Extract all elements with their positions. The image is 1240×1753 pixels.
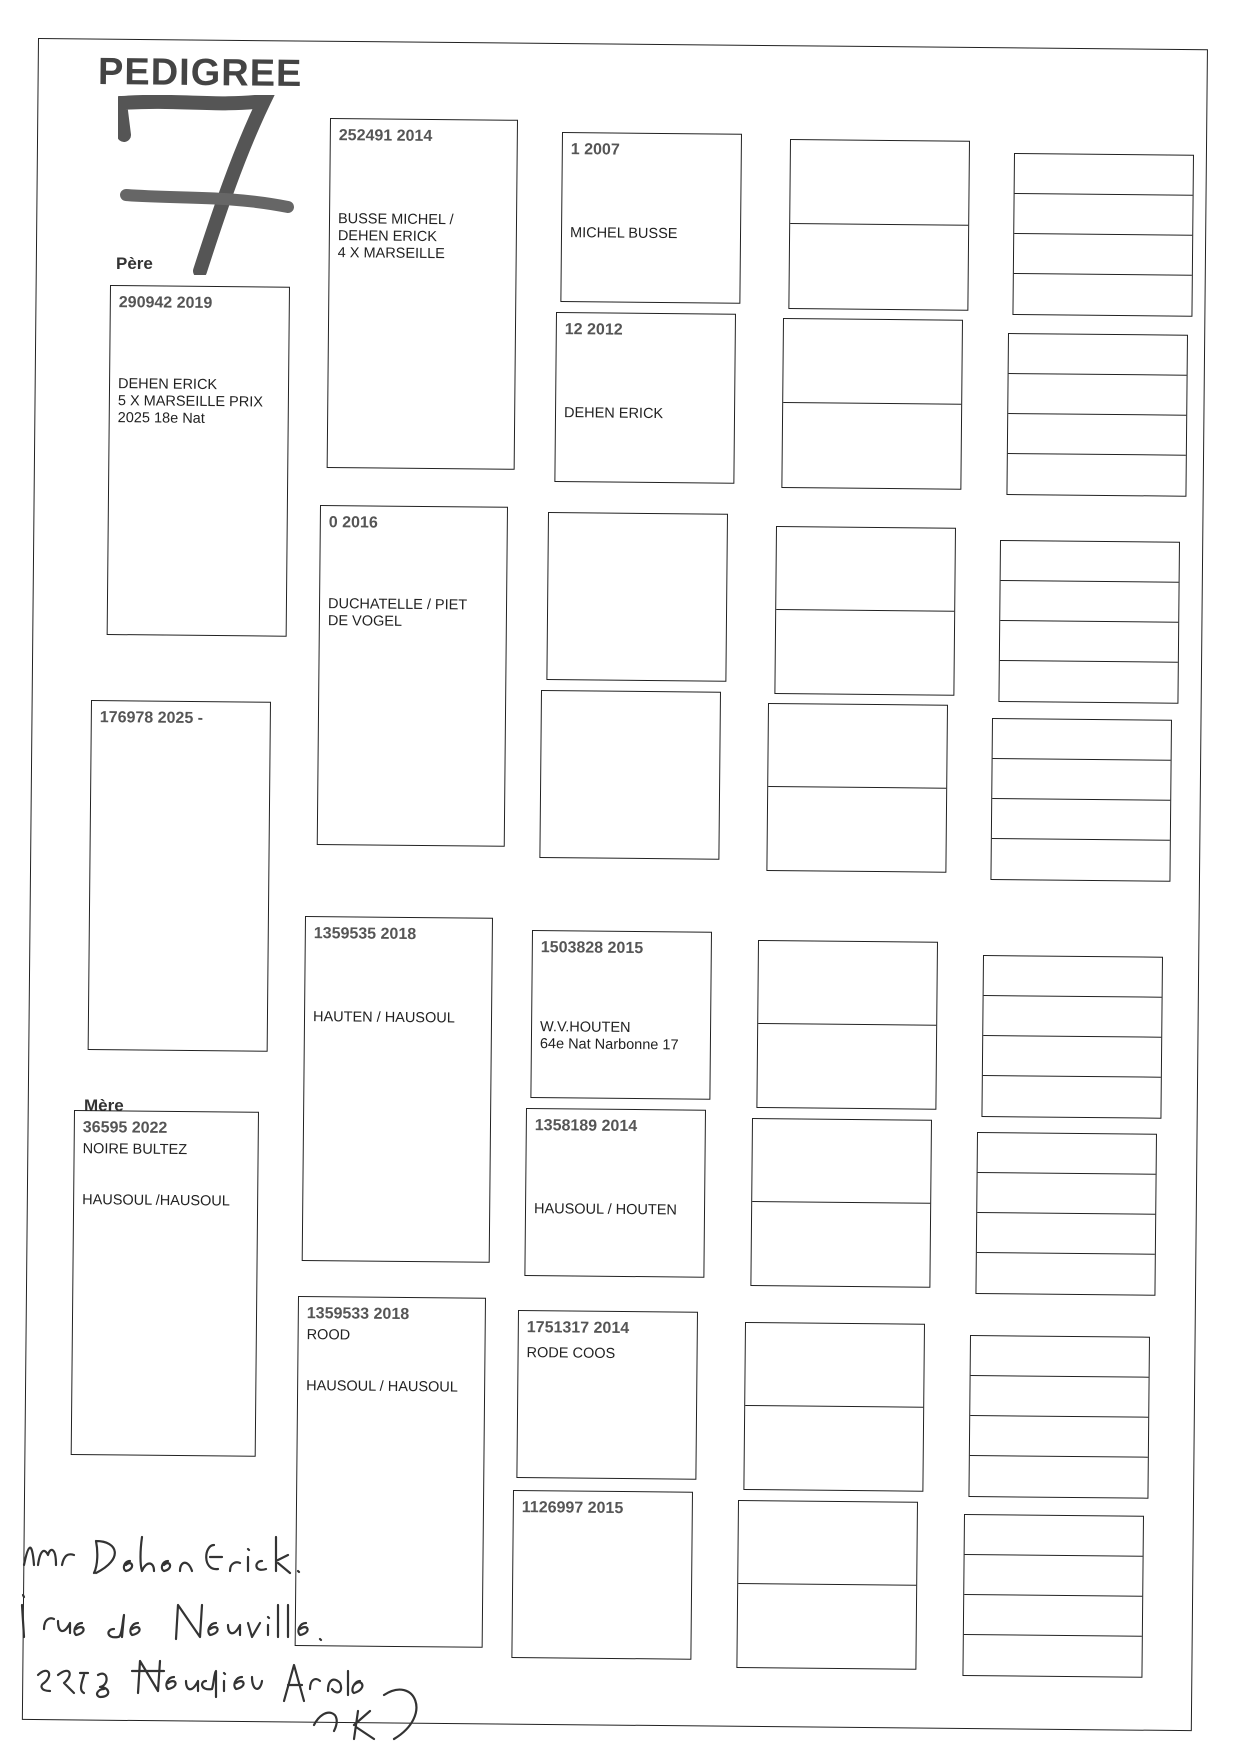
ring-number: 290942 2019: [118, 294, 213, 312]
pedigree-blank-g5-4: [990, 718, 1172, 882]
pedigree-blank-g5-3: [998, 540, 1180, 704]
pedigree-blank-g5-8: [962, 1514, 1144, 1678]
pedigree-box-g3-4: [539, 690, 721, 860]
pedigree-box-g3-7: [516, 1310, 698, 1480]
pedigree-box-g3-5: [530, 930, 712, 1100]
bird-description: DEHEN ERICK: [563, 405, 664, 423]
page-title: PEDIGREE: [97, 51, 303, 95]
pedigree-blank-g4-3: [774, 526, 956, 696]
bird-description: DEHEN ERICK 5 X MARSEILLE PRIX 2025 18e Nat: [117, 376, 264, 427]
ring-number: 0 2016: [328, 514, 378, 532]
pedigree-box-g3-2: [554, 312, 736, 484]
ring-number: 36595 2022: [82, 1119, 168, 1137]
ring-number: 1359533 2018: [306, 1305, 410, 1324]
bird-description: RODE COOS: [526, 1345, 616, 1362]
pedigree-blank-g5-2: [1006, 333, 1188, 497]
ring-number: 1751317 2014: [526, 1319, 630, 1338]
pedigree-box-g3-8: [511, 1490, 693, 1660]
pedigree-box-mother: [71, 1110, 259, 1457]
bird-description: HAUSOUL / HOUTEN: [533, 1201, 677, 1219]
pedigree-blank-g4-5: [756, 940, 938, 1110]
pedigree-blank-g4-6: [750, 1118, 932, 1288]
pedigree-blank-g5-1: [1012, 153, 1194, 317]
pedigree-blank-g5-6: [975, 1132, 1157, 1296]
bird-description: ROOD HAUSOUL / HAUSOUL: [306, 1327, 458, 1396]
ring-number: 12 2012: [564, 321, 623, 339]
mother-label: Mère: [84, 1096, 124, 1115]
handwritten-seven: [118, 95, 308, 275]
bird-description: DUCHATELLE / PIET DE VOGEL: [327, 596, 468, 630]
ring-number: 176978 2025 -: [99, 709, 204, 728]
pedigree-blank-g4-4: [766, 703, 948, 873]
bird-description: BUSSE MICHEL / DEHEN ERICK 4 X MARSEILLE: [337, 211, 454, 263]
pedigree-box-father: [107, 285, 290, 637]
ring-number: 1358189 2014: [534, 1117, 638, 1136]
pedigree-box-g3-1: [560, 132, 742, 304]
ring-number: 1 2007: [570, 141, 620, 159]
pedigree-blank-g4-2: [781, 318, 963, 490]
pedigree-blank-g4-1: [788, 139, 970, 311]
bird-description: HAUTEN / HAUSOUL: [312, 1009, 455, 1027]
father-label: Père: [116, 254, 153, 273]
ring-number: 1126997 2015: [521, 1499, 624, 1518]
bird-description: NOIRE BULTEZ HAUSOUL /HAUSOUL: [82, 1141, 230, 1210]
handwritten-signature: [14, 1525, 474, 1750]
pedigree-box-g3-3: [546, 512, 728, 682]
ring-number: 1359535 2018: [313, 925, 417, 944]
pedigree-blank-g4-8: [736, 1500, 918, 1670]
pedigree-blank-g4-7: [743, 1322, 925, 1492]
pedigree-blank-g5-7: [968, 1335, 1150, 1499]
ring-number: 252491 2014: [338, 127, 433, 145]
bird-description: W.V.HOUTEN 64e Nat Narbonne 17: [539, 1019, 679, 1054]
pedigree-box-g2-3: [302, 916, 493, 1263]
ring-number: 1503828 2015: [540, 939, 644, 958]
pedigree-blank-g5-5: [981, 955, 1163, 1119]
pedigree-box-g2-1: [327, 118, 518, 470]
pedigree-box-g3-6: [524, 1108, 706, 1278]
pedigree-box-sire2: [88, 700, 271, 1052]
pedigree-box-g2-2: [317, 505, 508, 847]
bird-description: MICHEL BUSSE: [569, 225, 678, 243]
